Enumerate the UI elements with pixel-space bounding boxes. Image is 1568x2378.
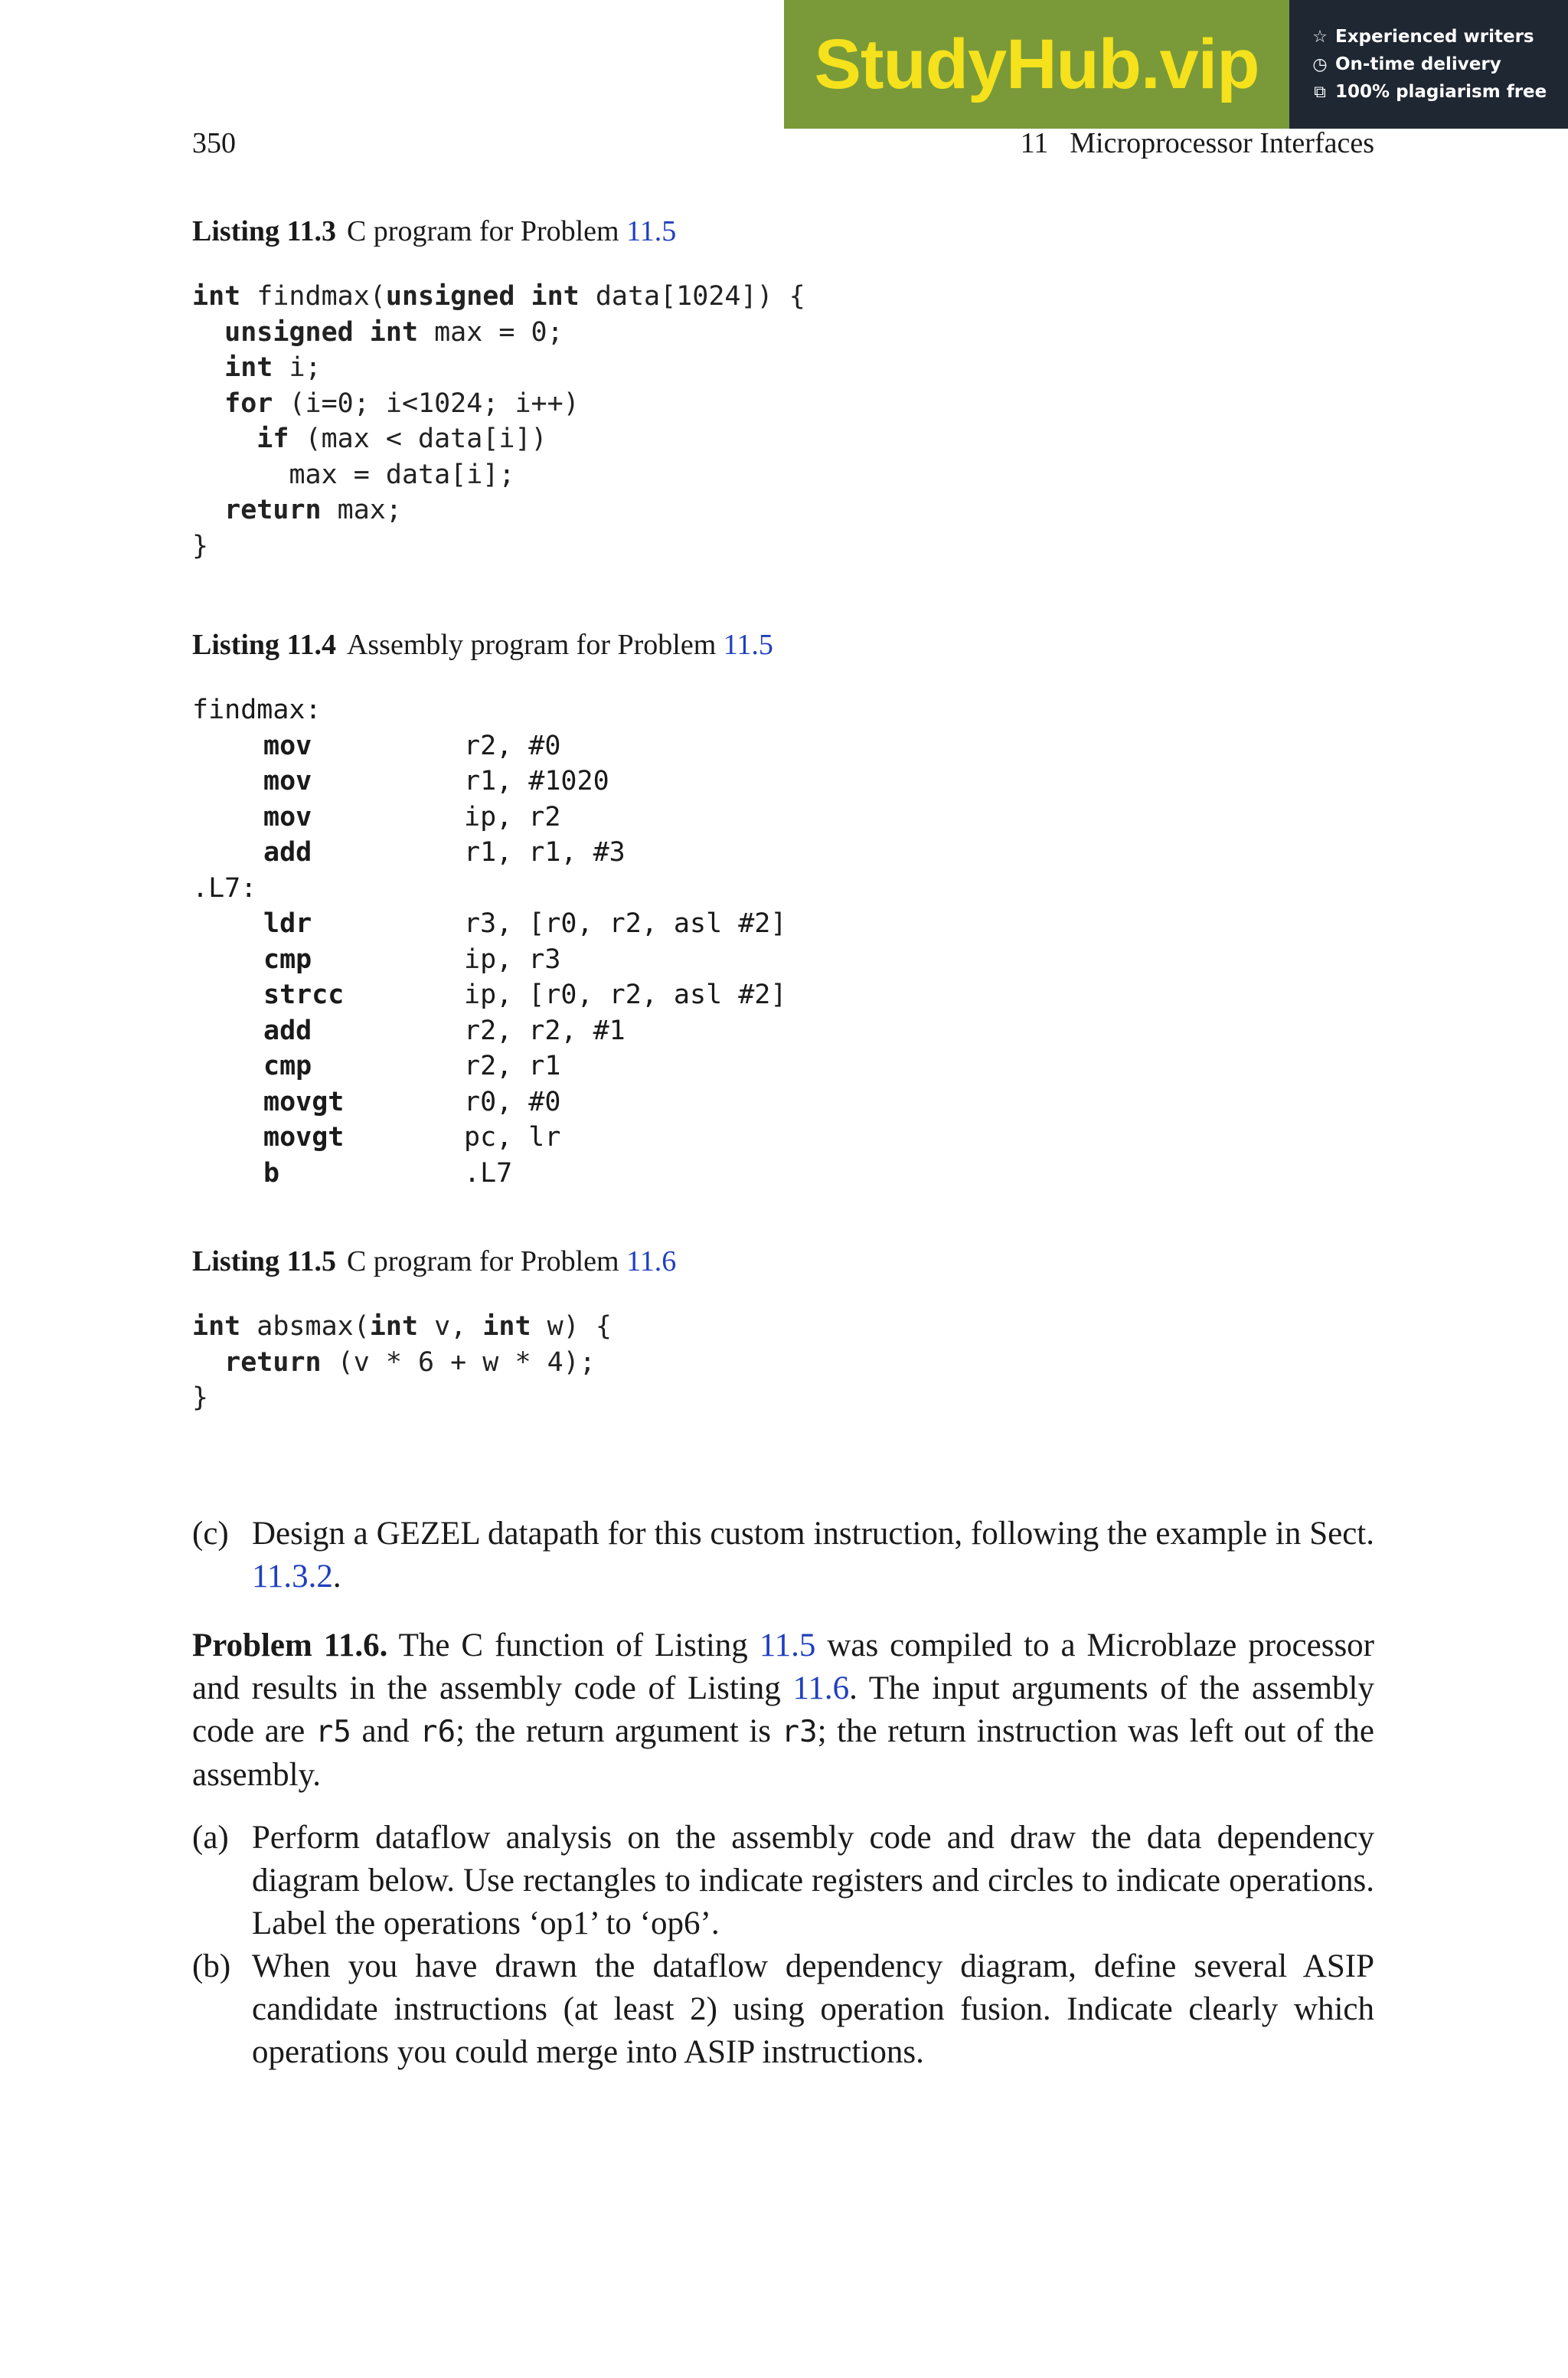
listing-11-3-caption: [192, 214, 1374, 248]
asm-label-row: findmax:: [192, 695, 322, 725]
banner-features: [1289, 0, 1568, 129]
chapter-number: 11: [1020, 127, 1049, 159]
asm-row: movgt r0, #0: [263, 1086, 561, 1117]
listing-ref-link[interactable]: 11.6: [792, 1670, 850, 1706]
chapter-heading: [1021, 126, 1374, 160]
asm-row: strcc ip, [r0, r2, asl #2]: [263, 980, 787, 1010]
item-mark: (a): [192, 1819, 229, 1856]
page-number: 350: [192, 127, 236, 159]
item-c: [192, 1513, 1374, 1598]
code-line: }: [192, 1382, 209, 1413]
code-line: if (max < data[i]): [256, 424, 547, 454]
item-mark: (c): [192, 1515, 229, 1552]
code-line: max = data[i];: [289, 459, 515, 490]
code-line: for (i=0; i<1024; i++): [224, 388, 580, 419]
listing-label: Listing 11.4: [192, 629, 336, 661]
code-line: }: [192, 530, 209, 561]
page-content: [192, 214, 1374, 2074]
item-b: [192, 1945, 1374, 2074]
code-line: unsigned int max = 0;: [224, 316, 564, 348]
logo-text: StudyHub.vip: [814, 25, 1259, 103]
feature-text: On-time delivery: [1335, 54, 1501, 74]
listing-label: Listing 11.3: [192, 215, 336, 247]
listing-11-5-code: [192, 1309, 1374, 1416]
asm-row: cmp r2, r1: [263, 1051, 561, 1081]
studyhub-banner[interactable]: [784, 0, 1568, 129]
feature-experienced: [1311, 27, 1568, 47]
asm-row: movgt pc, lr: [263, 1122, 561, 1153]
asm-row: mov ip, r2: [263, 801, 561, 832]
register-name: r3: [781, 1714, 818, 1749]
caption-text: C program for Problem: [346, 1245, 619, 1277]
caption-text: C program for Problem: [346, 215, 619, 247]
feature-delivery: [1311, 54, 1568, 74]
clock-icon: ◷: [1312, 54, 1328, 74]
listing-label: Listing 11.5: [192, 1245, 336, 1277]
problem-ref-link[interactable]: 11.5: [723, 629, 773, 661]
listing-11-4-code: [192, 692, 1374, 1191]
copy-check-icon: ⧉: [1314, 82, 1326, 102]
asm-row: add r2, r2, #1: [263, 1015, 626, 1046]
asm-row: cmp ip, r3: [263, 944, 561, 975]
listing-ref-link[interactable]: 11.5: [759, 1627, 816, 1663]
code-line: return (v * 6 + w * 4);: [224, 1346, 596, 1378]
caption-text: Assembly program for Problem: [346, 629, 717, 661]
asm-label-row: .L7:: [192, 872, 257, 904]
problem-title: Problem 11.6.: [192, 1627, 388, 1663]
listing-11-4-caption: [192, 628, 1374, 662]
feature-plagiarism: [1311, 82, 1568, 102]
item-mark: (b): [192, 1948, 231, 1984]
asm-row: ldr r3, [r0, r2, asl #2]: [263, 908, 787, 939]
listing-11-5-caption: [192, 1245, 1374, 1278]
asm-row: mov r1, #1020: [263, 766, 609, 796]
code-line: int i;: [224, 352, 322, 383]
asm-row: mov r2, #0: [263, 730, 561, 761]
code-line: int findmax(unsigned int data[1024]) {: [192, 281, 805, 312]
asm-row: add r1, r1, #3: [263, 837, 626, 868]
problem-ref-link[interactable]: 11.5: [626, 215, 677, 247]
item-text: Perform dataflow analysis on the assembly code and draw the data dependency diagram below. Use rectangles to indicate registers and circles to indicate operations. Label the operations ‘op1’ to ‘op6’.: [252, 1819, 1374, 1941]
item-text: Design a GEZEL datapath for this custom instruction, following the example in Sect. 11.3.2.: [252, 1515, 1374, 1595]
code-line: return max;: [224, 495, 402, 525]
star-outline-icon: ☆: [1312, 27, 1328, 47]
feature-text: 100% plagiarism free: [1335, 82, 1547, 102]
listing-11-3-code: [192, 279, 1374, 564]
code-line: int absmax(int v, int w) {: [192, 1311, 612, 1342]
chapter-title: Microprocessor Interfaces: [1070, 127, 1374, 159]
problem-11-6-paragraph: Problem 11.6. The C function of Listing 11.5 was compiled to a Microblaze processor and results in the assembly code of Listing 11.6. The input arguments of the assembly code are r5 and r6; the return argument is r3; the return instruction was left out of the assembly.: [192, 1627, 1375, 1793]
item-a: [192, 1817, 1374, 1945]
section-ref-link[interactable]: 11.3.2: [252, 1558, 333, 1595]
feature-text: Experienced writers: [1335, 27, 1534, 47]
register-name: r6: [420, 1714, 456, 1749]
item-text: When you have drawn the dataflow dependency diagram, define several ASIP candidate instructions (at least 2) using operation fusion. Indicate clearly which operations you could merge into ASIP instructions.: [252, 1948, 1374, 2070]
problem-ref-link[interactable]: 11.6: [626, 1245, 677, 1277]
running-header: [192, 126, 1374, 162]
register-name: r5: [315, 1714, 351, 1749]
studyhub-logo[interactable]: [784, 0, 1289, 129]
asm-row: b .L7: [263, 1157, 513, 1189]
